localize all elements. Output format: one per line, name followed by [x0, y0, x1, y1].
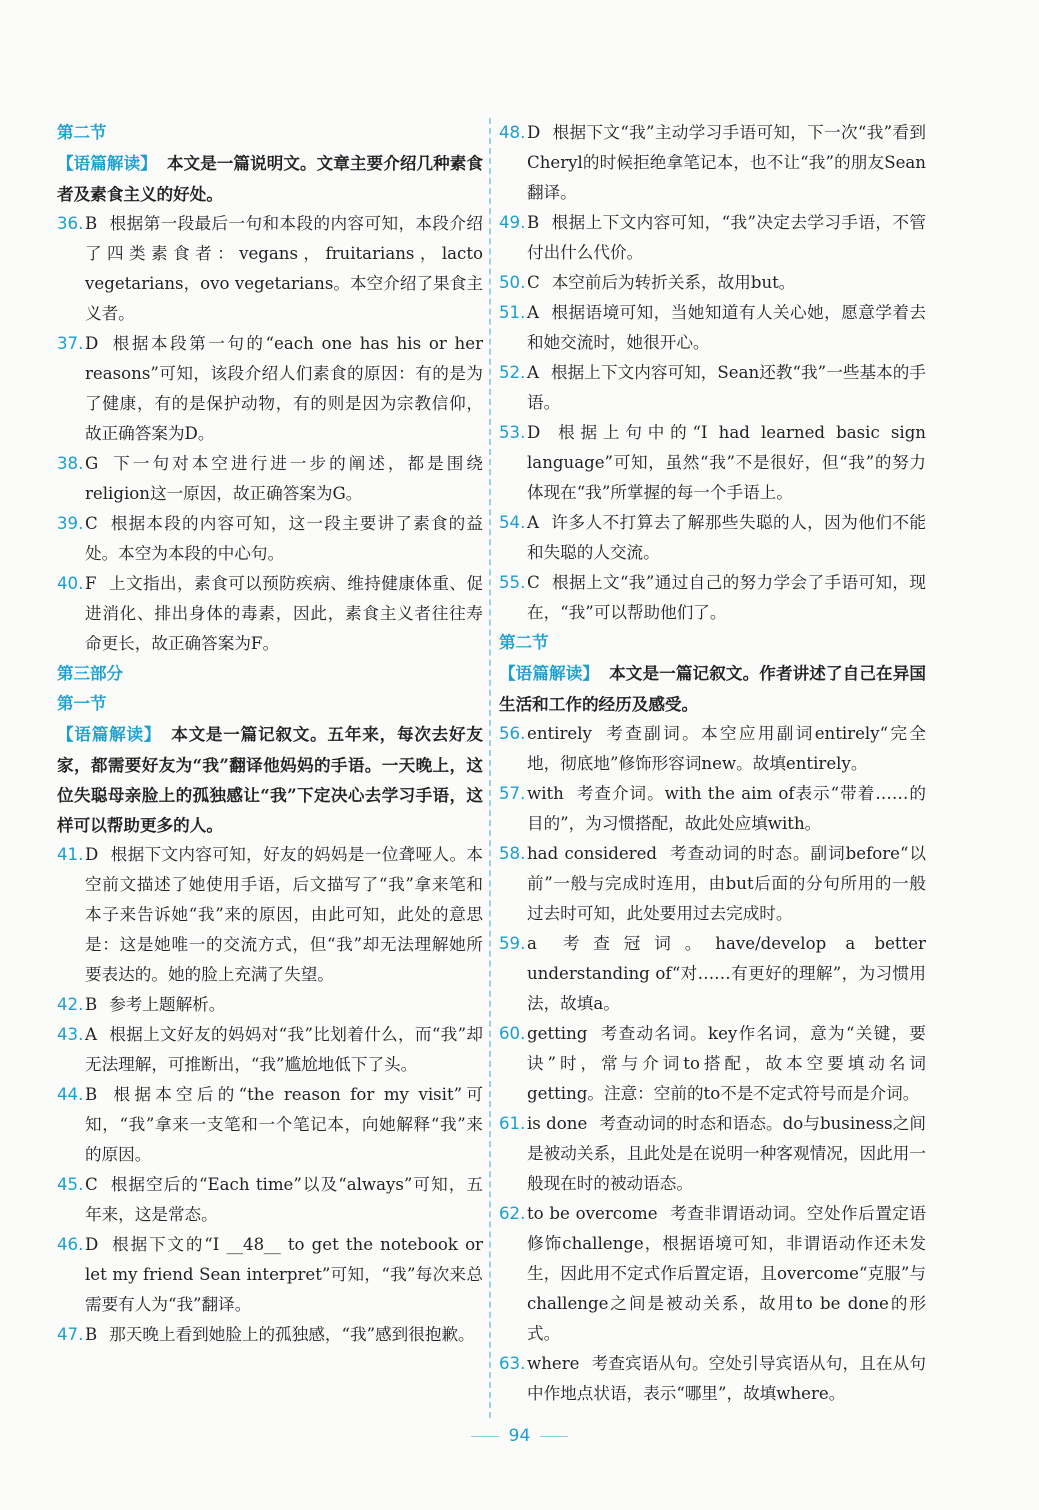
answer-item [499, 1349, 926, 1409]
answer-key: A [527, 513, 539, 532]
answer-key: D [85, 1235, 99, 1254]
explanation-text: 根据下文的“I __48__ to get the notebook or let my friend Sean interpret”可知，“我”每次来总需要有人为“我”翻译。 [85, 1235, 483, 1314]
explanation [527, 1109, 926, 1199]
explanation [527, 358, 926, 418]
answer-item [57, 1020, 483, 1080]
explanation [527, 929, 926, 1019]
explanation [85, 509, 483, 569]
answer-item [499, 719, 926, 779]
intro-tag: 【语篇解读】 [499, 664, 600, 683]
answer-item [499, 268, 926, 298]
explanation [85, 1230, 483, 1320]
answer-item [499, 929, 926, 1019]
answer-key: D [527, 423, 541, 442]
explanation [527, 1019, 926, 1109]
page-number: 94 [0, 1426, 1039, 1446]
intro-text: 本文是一篇记叙文。作者讲述了自己在异国生活和工作的经历及感受。 [499, 663, 927, 714]
answer-key: C [85, 1175, 98, 1194]
answer-item [57, 1230, 483, 1320]
explanation-text: 根据第一段最后一句和本段的内容可知，本段介绍了四类素食者：vegans，fruitarians，lacto vegetarians，ovo vegetarians。本空介绍了果食主义者。 [85, 214, 483, 323]
answer-key: B [85, 1325, 98, 1344]
question-number: 51. [499, 303, 526, 322]
explanation-text: 那天晚上看到她脸上的孤独感，“我”感到很抱歉。 [109, 1325, 475, 1344]
explanation [85, 990, 483, 1020]
answer-item [57, 1080, 483, 1170]
question-number: 53. [499, 423, 526, 442]
answer-key: D [85, 334, 99, 353]
question-number: 49. [499, 213, 526, 232]
answer-key: A [527, 303, 539, 322]
explanation [527, 1349, 926, 1409]
answer-key: with [527, 784, 564, 803]
left-column [57, 118, 483, 1350]
explanation-text: 根据空后的“Each time”以及“always”可知，五年来，这是常态。 [85, 1175, 483, 1224]
section-heading: 第一节 [57, 694, 107, 713]
question-number: 48. [499, 123, 526, 142]
answer-key: had considered [527, 844, 658, 863]
section-heading: 第三部分 [57, 664, 123, 683]
explanation-text: 考查介词。with the aim of表示“带着……的目的”，为习惯搭配，故此处应填with。 [527, 784, 926, 833]
explanation-text: 许多人不打算去了解那些失聪的人，因为他们不能和失聪的人交流。 [527, 513, 926, 562]
question-number: 44. [57, 1085, 84, 1104]
question-number: 50. [499, 273, 526, 292]
question-number: 45. [57, 1175, 84, 1194]
intro-text: 本文是一篇记叙文。五年来，每次去好友家，都需要好友为“我”翻译他妈妈的手语。一天晚上，这位失聪母亲脸上的孤独感让“我”下定决心去学习手语，这样可以帮助更多的人。 [57, 724, 484, 835]
answer-key: B [85, 1085, 98, 1104]
answer-item [57, 1320, 483, 1350]
explanation [527, 1199, 926, 1349]
explanation-text: 根据本段的内容可知，这一段主要讲了素食的益处。本空为本段的中心句。 [85, 514, 483, 563]
explanation [85, 1080, 483, 1170]
explanation-text: 参考上题解析。 [109, 995, 226, 1014]
question-number: 36. [57, 214, 84, 233]
answer-item [57, 840, 483, 990]
explanation-text: 本空前后为转折关系，故用but。 [551, 273, 796, 292]
explanation-text: 根据上句中的“I had learned basic sign language”可知，虽然“我”不是很好，但“我”的努力体现在“我”所掌握的每一个手语上。 [527, 423, 926, 502]
question-number: 42. [57, 995, 84, 1014]
question-number: 58. [499, 844, 526, 863]
intro-tag: 【语篇解读】 [57, 725, 162, 744]
explanation [527, 418, 926, 508]
explanation [85, 1020, 483, 1080]
explanation-text: 考查动词的时态。副词before“以前”一般与完成时连用，由but后面的分句所用的一般过去时可知，此处要用过去完成时。 [527, 844, 926, 923]
explanation-text: 根据上下文内容可知，“我”决定去学习手语，不管付出什么代价。 [527, 213, 926, 262]
question-number: 61. [499, 1114, 526, 1133]
answer-item [499, 1109, 926, 1199]
answer-item [499, 1199, 926, 1349]
explanation-text: 考查动词的时态和语态。do与business之间是被动关系，且此处是在说明一种客观情况，因此用一般现在时的被动语态。 [527, 1114, 926, 1193]
answer-item [57, 509, 483, 569]
explanation [527, 298, 926, 358]
explanation [85, 449, 483, 509]
explanation-text: 上文指出，素食可以预防疾病、维持健康体重、促进消化、排出身体的毒素，因此，素食主义者往往寿命更长，故正确答案为F。 [85, 574, 483, 653]
explanation-text: 考查冠词。have/develop a better understanding of“对……有更好的理解”，为习惯用法，故填a。 [527, 934, 926, 1013]
answer-item [499, 418, 926, 508]
explanation [527, 268, 926, 298]
answer-item [499, 208, 926, 268]
question-number: 46. [57, 1235, 84, 1254]
answer-key: to be overcome [527, 1204, 658, 1223]
answer-key: B [85, 214, 98, 233]
explanation-text: 根据下文“我”主动学习手语可知，下一次“我”看到Cheryl的时候拒绝拿笔记本，也不让“我”的朋友Sean翻译。 [527, 123, 926, 202]
answer-item [57, 449, 483, 509]
question-number: 56. [499, 724, 526, 743]
answer-item [499, 779, 926, 839]
question-number: 54. [499, 513, 526, 532]
question-number: 41. [57, 845, 84, 864]
question-number: 59. [499, 934, 526, 953]
question-number: 38. [57, 454, 84, 473]
answer-key: B [527, 213, 540, 232]
answer-item [57, 329, 483, 449]
question-number: 63. [499, 1354, 526, 1373]
question-number: 55. [499, 573, 526, 592]
answer-key: B [85, 995, 98, 1014]
answer-key: C [85, 514, 98, 533]
passage-intro [57, 148, 483, 209]
passage-intro [57, 719, 483, 840]
explanation [85, 569, 483, 659]
answer-key: C [527, 273, 540, 292]
explanation-text: 根据上文“我”通过自己的努力学会了手语可知，现在，“我”可以帮助他们了。 [527, 573, 926, 622]
answer-key: D [527, 123, 541, 142]
intro-text: 本文是一篇说明文。文章主要介绍几种素食者及素食主义的好处。 [57, 153, 484, 204]
explanation-text: 根据本段第一句的“each one has his or her reasons”可知，该段介绍人们素食的原因：有的是为了健康，有的是保护动物，有的则是因为宗教信仰，故正确答案为D。 [85, 334, 483, 443]
intro-tag: 【语篇解读】 [57, 154, 157, 173]
answer-item [499, 118, 926, 208]
explanation-text: 根据上文好友的妈妈对“我”比划着什么，而“我”却无法理解，可推断出，“我”尴尬地低下了头。 [85, 1025, 483, 1074]
question-number: 43. [57, 1025, 84, 1044]
explanation-text: 根据语境可知，当她知道有人关心她，愿意学着去和她交流时，她很开心。 [527, 303, 926, 352]
answer-key: getting [527, 1024, 588, 1043]
answer-item [499, 839, 926, 929]
explanation [527, 118, 926, 208]
explanation-text: 考查副词。本空应用副词entirely“完全地，彻底地”修饰形容词new。故填entirely。 [527, 724, 926, 773]
answer-key: F [85, 574, 97, 593]
answer-key: where [527, 1354, 580, 1373]
answer-item [57, 990, 483, 1020]
explanation-text: 根据上下文内容可知，Sean还教“我”一些基本的手语。 [527, 363, 926, 412]
explanation-text: 考查非谓语动词。空处作后置定语修饰challenge，根据语境可知，非谓语动作还未发生，因此用不定式作后置定语，且overcome“克服”与challenge之间是被动关系，故用to be done的形式。 [527, 1204, 927, 1343]
question-number: 47. [57, 1325, 84, 1344]
right-column [499, 118, 926, 1409]
answer-item [57, 569, 483, 659]
explanation-text: 根据下文内容可知，好友的妈妈是一位聋哑人。本空前文描述了她使用手语，后文描写了“我”拿来笔和本子来告诉她“我”来的原因，由此可知，此处的意思是：这是她唯一的交流方式，但“我”却无法理解她所要表达的。她的脸上充满了失望。 [85, 845, 483, 984]
explanation [85, 329, 483, 449]
answer-key: A [527, 363, 539, 382]
explanation [85, 209, 483, 329]
question-number: 57. [499, 784, 526, 803]
answer-key: D [85, 845, 99, 864]
answer-item [499, 568, 926, 628]
explanation-text: 考查动名词。key作名词，意为“关键，要诀”时，常与介词to搭配，故本空要填动名词getting。注意：空前的to不是不定式符号而是介词。 [527, 1024, 926, 1103]
answer-key: is done [527, 1114, 588, 1133]
answer-item [57, 1170, 483, 1230]
explanation-text: 根据本空后的“the reason for my visit”可知，“我”拿来一支笔和一个笔记本，向她解释“我”来的原因。 [85, 1085, 483, 1164]
explanation [85, 1170, 483, 1230]
answer-key: A [85, 1025, 97, 1044]
question-number: 37. [57, 334, 84, 353]
answer-key: entirely [527, 724, 592, 743]
section-heading: 第二节 [499, 633, 549, 652]
section-heading: 第二节 [57, 123, 107, 142]
question-number: 60. [499, 1024, 526, 1043]
explanation [85, 1320, 483, 1350]
explanation [527, 839, 926, 929]
explanation-text: 考查宾语从句。空处引导宾语从句，且在从句中作地点状语，表示“哪里”，故填where。 [527, 1354, 926, 1403]
question-number: 52. [499, 363, 526, 382]
answer-item [57, 209, 483, 329]
explanation [527, 568, 926, 628]
answer-item [499, 1019, 926, 1109]
answer-key: a [527, 934, 537, 953]
explanation [527, 779, 926, 839]
explanation [527, 508, 926, 568]
explanation [85, 840, 483, 990]
explanation-text: 下一句对本空进行进一步的阐述，都是围绕religion这一原因，故正确答案为G。 [85, 454, 483, 503]
question-number: 62. [499, 1204, 526, 1223]
question-number: 40. [57, 574, 84, 593]
answer-item [499, 508, 926, 568]
answer-key: C [527, 573, 540, 592]
answer-key: G [85, 454, 99, 473]
answer-item [499, 358, 926, 418]
question-number: 39. [57, 514, 84, 533]
passage-intro [499, 658, 926, 719]
explanation [527, 719, 926, 779]
column-divider [489, 118, 491, 1418]
explanation [527, 208, 926, 268]
answer-item [499, 298, 926, 358]
